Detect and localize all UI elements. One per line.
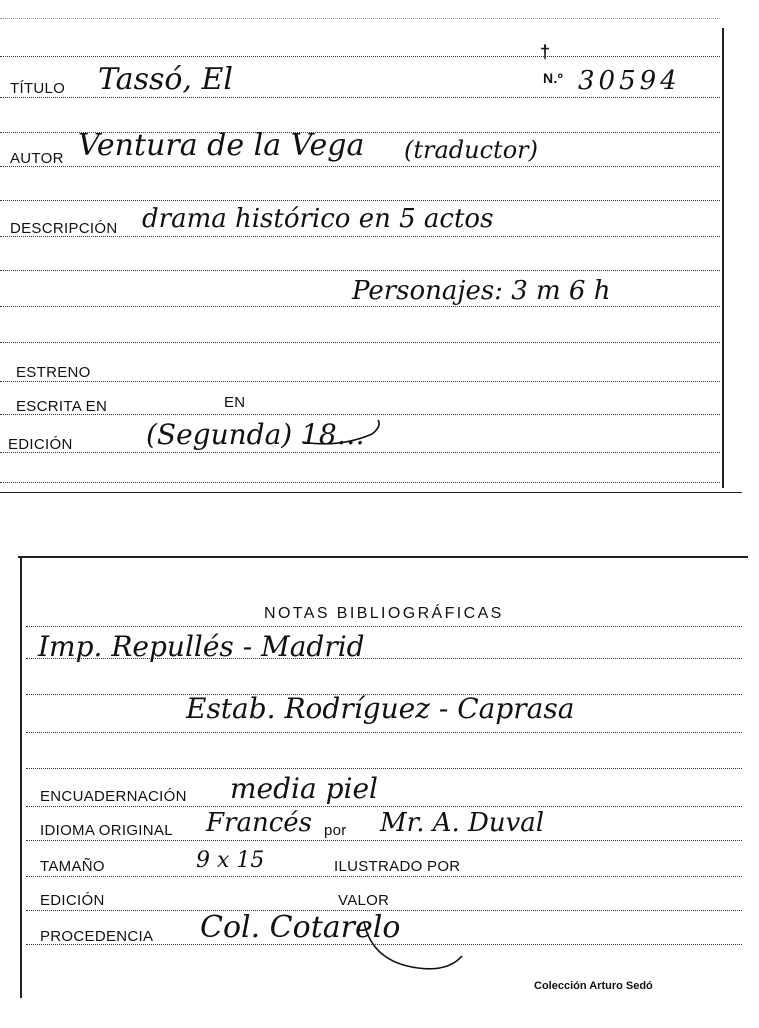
tamano-value: 9 x 15 — [196, 848, 265, 873]
personajes-value: Personajes: 3 m 6 h — [352, 276, 611, 306]
tamano-label: TAMAÑO — [40, 858, 105, 875]
autor-label: AUTOR — [10, 150, 64, 167]
number-value: 30594 — [578, 66, 681, 96]
estreno-line — [0, 381, 720, 382]
catalog-card-bottom — [18, 548, 748, 1008]
edicion-value: (Segunda) 18… — [146, 418, 365, 451]
heading-line — [26, 626, 742, 627]
card2-top-border — [18, 556, 748, 558]
ilustrado-label: ILUSTRADO POR — [334, 858, 461, 875]
tamano-line — [26, 876, 742, 877]
edicion-label: EDICIÓN — [8, 436, 73, 453]
autor-line — [0, 166, 720, 167]
procedencia-value: Col. Cotarelo — [200, 910, 401, 945]
edicion2-label: EDICIÓN — [40, 892, 105, 909]
titulo-line — [0, 97, 720, 98]
idioma-line — [26, 840, 742, 841]
procedencia-label: PROCEDENCIA — [40, 928, 154, 945]
nota-line1: Imp. Repullés - Madrid — [38, 630, 365, 663]
descripcion-label: DESCRIPCIÓN — [10, 220, 118, 237]
number-mark: † — [540, 42, 551, 62]
estreno-label: ESTRENO — [16, 364, 91, 381]
encuadernacion-value: media piel — [230, 772, 378, 805]
por-label: por — [324, 822, 347, 839]
idioma-value: Francés — [206, 808, 313, 838]
autor-role: (traductor) — [404, 136, 538, 164]
nota-line2: Estab. Rodríguez - Caprasa — [186, 692, 575, 725]
escrita-label: ESCRITA EN — [16, 398, 108, 415]
card2-left-border — [20, 558, 22, 998]
en-label: EN — [224, 394, 246, 411]
encuadernacion-line — [26, 806, 742, 807]
card-top-edge — [0, 18, 720, 19]
idioma-label: IDIOMA ORIGINAL — [40, 822, 173, 839]
autor-value: Ventura de la Vega — [78, 128, 365, 163]
number-label: N.º — [543, 70, 564, 86]
titulo-label: TÍTULO — [10, 80, 66, 97]
card-right-border — [722, 28, 724, 488]
collection-footer: Colección Arturo Sedó — [534, 980, 653, 992]
procedencia-flourish — [358, 916, 478, 976]
por-value: Mr. A. Duval — [380, 808, 545, 838]
card-bottom-border — [0, 492, 742, 493]
catalog-card-top — [0, 0, 759, 495]
valor-label: VALOR — [338, 892, 390, 909]
encuadernacion-label: ENCUADERNACIÓN — [40, 788, 187, 805]
descripcion-value: drama histórico en 5 actos — [142, 204, 494, 234]
edicion-flourish — [300, 412, 390, 472]
notas-heading: NOTAS BIBLIOGRÁFICAS — [264, 605, 504, 622]
titulo-value: Tassó, El — [98, 62, 233, 97]
